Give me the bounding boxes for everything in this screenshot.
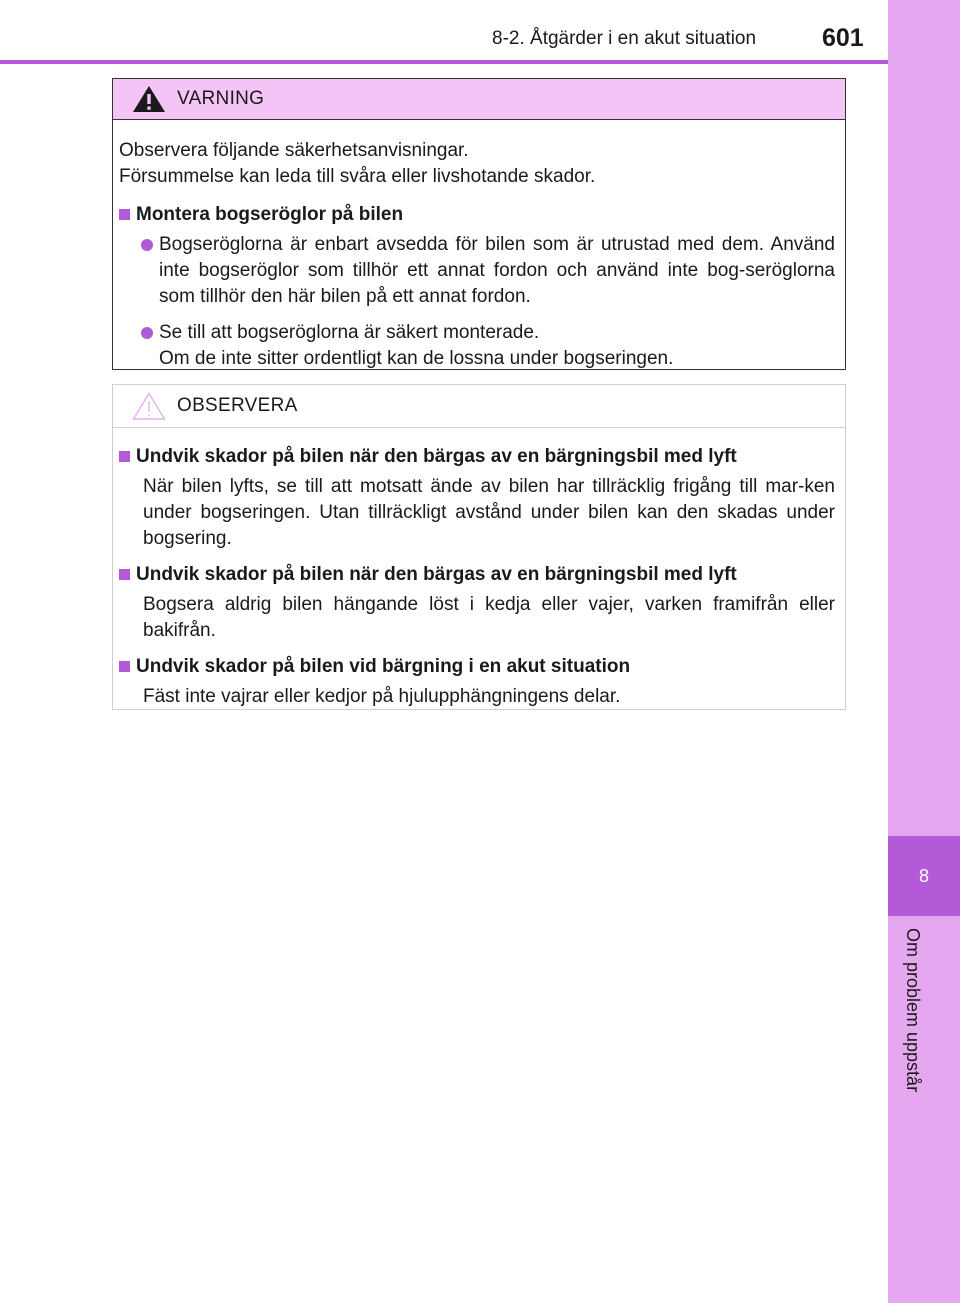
notice-section-title: Undvik skador på bilen vid bärgning i en akut situation xyxy=(136,656,631,677)
list-item-text: Bogseröglorna är enbart avsedda för bilen som är utrustad med dem. Använd inte bogseröglor som tillhör ett annat fordon och använd inte bog-seröglorna som tillhör den här bilen på ett annat fordon. xyxy=(159,234,835,307)
warning-triangle-icon xyxy=(131,84,167,114)
notice-section-text: När bilen lyfts, se till att motsatt ände av bilen har tillräcklig frigång till mar-ken under bogseringen. Utan tillräckligt avstånd under bilen kan den skadas under bogsering. xyxy=(143,476,835,549)
chapter-number-tab[interactable] xyxy=(888,836,960,916)
chapter-title: Om problem uppstår xyxy=(903,928,923,1093)
warning-intro-line: Observera följande säkerhetsanvisningar. xyxy=(119,140,469,161)
list-item-text xyxy=(159,320,835,372)
notice-section-heading xyxy=(119,444,835,470)
warning-body xyxy=(113,120,845,372)
notice-section-title: Undvik skador på bilen när den bärgas av en bärgningsbil med lyft xyxy=(136,446,737,467)
warning-header xyxy=(113,79,845,120)
caution-triangle-outline-icon xyxy=(131,391,167,421)
square-bullet-icon xyxy=(119,661,130,672)
warning-section-heading xyxy=(119,202,835,228)
round-bullet-icon xyxy=(141,239,153,251)
list-item-text-line: Om de inte sitter ordentligt kan de lossna under bogseringen. xyxy=(159,348,674,369)
chapter-number: 8 xyxy=(918,865,929,886)
warning-intro-line: Försummelse kan leda till svåra eller livshotande skador. xyxy=(119,166,596,187)
list-item xyxy=(141,232,835,310)
notice-box xyxy=(112,384,846,710)
warning-intro xyxy=(119,138,835,190)
warning-label: VARNING xyxy=(177,88,265,109)
page-number: 601 xyxy=(822,24,864,52)
notice-section-text: Fäst inte vajrar eller kedjor på hjulupphängningens delar. xyxy=(143,686,621,707)
square-bullet-icon xyxy=(119,209,130,220)
warning-box xyxy=(112,78,846,370)
warning-section-title: Montera bogseröglor på bilen xyxy=(136,204,404,225)
notice-section-heading xyxy=(119,654,835,680)
square-bullet-icon xyxy=(119,569,130,580)
list-item-text-line: Se till att bogseröglorna är säkert monterade. xyxy=(159,322,540,343)
header-divider xyxy=(0,60,888,64)
square-bullet-icon xyxy=(119,451,130,462)
notice-header xyxy=(113,385,845,428)
notice-section-text: Bogsera aldrig bilen hängande löst i kedja eller vajer, varken framifrån eller bakifrån. xyxy=(143,594,835,641)
notice-body xyxy=(113,428,845,710)
list-item xyxy=(141,320,835,372)
round-bullet-icon xyxy=(141,327,153,339)
notice-label: OBSERVERA xyxy=(177,395,298,416)
section-heading: 8-2. Åtgärder i en akut situation xyxy=(492,28,757,49)
notice-section-heading xyxy=(119,562,835,588)
notice-section-title: Undvik skador på bilen när den bärgas av en bärgningsbil med lyft xyxy=(136,564,737,585)
chapter-title-tab xyxy=(888,920,960,1220)
